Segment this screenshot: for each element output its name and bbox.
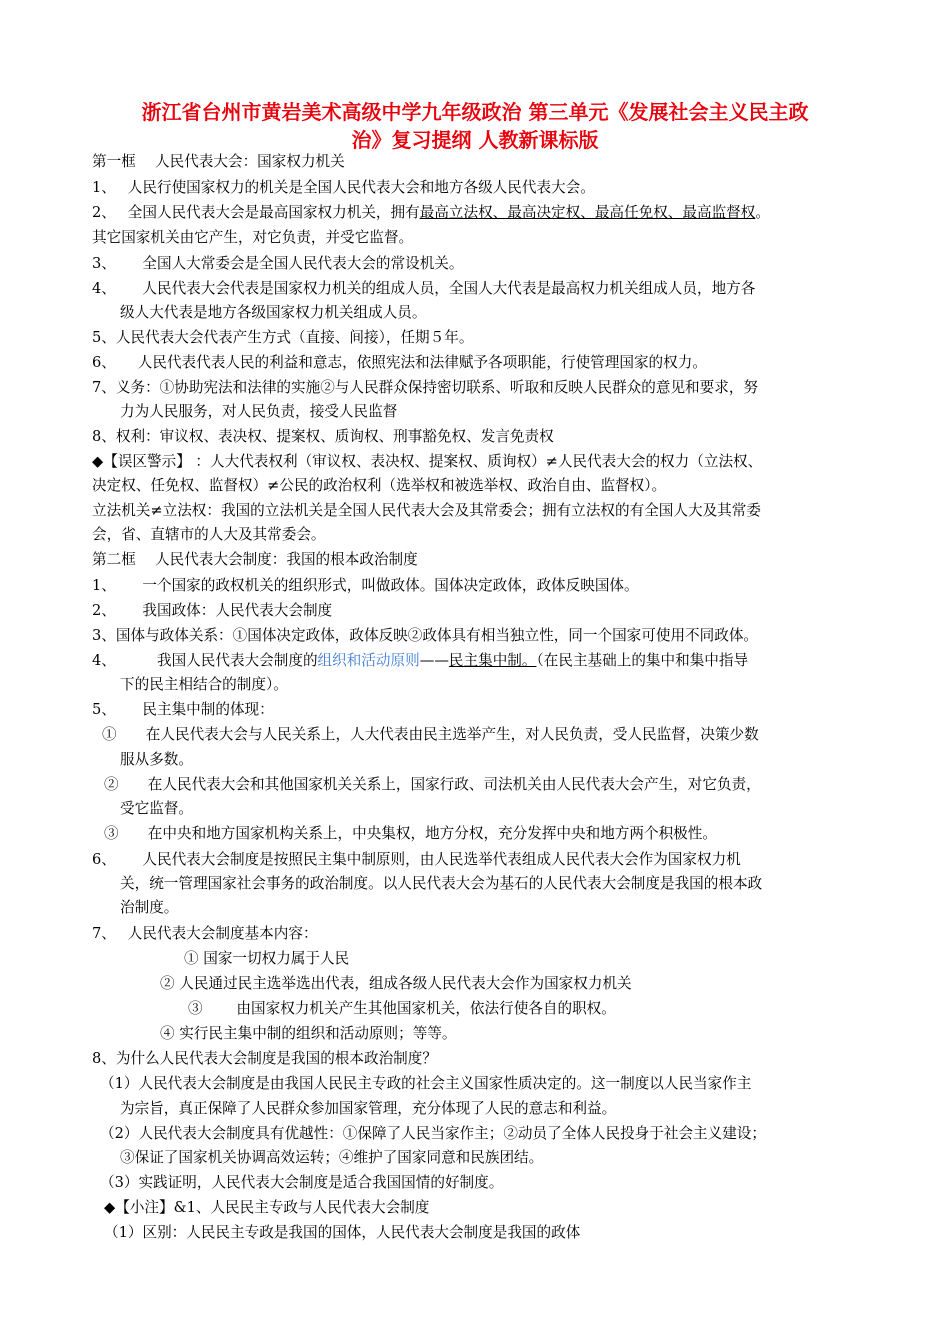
- s2-item-7-content-1: ① 国家一切权力属于人民: [184, 950, 350, 967]
- s2-item-1: 1、 一个国家的政权机关的组织形式，叫做政体。国体决定政体，政体反映国体。: [92, 577, 639, 594]
- s2-item-4-dash: ——: [419, 652, 449, 669]
- item-4: 4、 人民代表大会代表是国家权力机关的组成人员，全国人大代表是最高权力机关组成人员，地方各: [92, 280, 756, 297]
- s2-item-8-reason-2-continued: ③保证了国家机关协调高效运转；④维护了国家同意和民族团结。: [120, 1149, 544, 1166]
- item-3: 3、 全国人大常委会是全国人民代表大会的常设机关。: [92, 255, 464, 272]
- item-6: 6、 人民代表代表人民的利益和意志，依照宪法和法律赋予各项职能，行使管理国家的权力。: [92, 354, 707, 371]
- s2-item-8-reason-3: （3）实践证明，人民代表大会制度是适合我国国情的好制度。: [100, 1174, 504, 1191]
- section-heading-1: 第一框 人民代表大会：国家权力机关: [92, 153, 345, 170]
- small-note-heading: ◆【小注】&1、人民民主专政与人民代表大会制度: [104, 1199, 430, 1216]
- s2-item-8-reason-1-continued: 为宗旨，真正保障了人民群众参加国家管理，充分体现了人民的意志和利益。: [120, 1100, 617, 1117]
- s2-item-4-text: 4、 我国人民代表大会制度的: [92, 652, 318, 669]
- s2-item-8-reason-2: （2）人民代表大会制度具有优越性：①保障了人民当家作主；②动员了全体人民投身于社会主义建设；: [100, 1125, 767, 1142]
- item-2-text: 2、 全国人民代表大会是最高国家权力机关，拥有: [92, 204, 420, 221]
- small-note-difference: （1）区别：人民民主专政是我国的国体，人民代表大会制度是我国的政体: [104, 1224, 581, 1241]
- s2-item-3: 3、国体与政体关系：①国体决定政体，政体反映②政体具有相当独立性，同一个国家可使用不同政体。: [92, 627, 759, 644]
- s2-item-5-point-1: ① 在人民代表大会与人民关系上，人大代表由民主选举产生，对人民负责，受人民监督，决策少数: [102, 726, 759, 743]
- s2-item-2: 2、 我国政体：人民代表大会制度: [92, 602, 333, 619]
- item-7-continued: 力为人民服务，对人民负责，接受人民监督: [120, 403, 398, 420]
- s2-item-7: 7、 人民代表大会制度基本内容：: [92, 925, 318, 942]
- s2-item-4-democratic-centralism: 民主集中制。: [448, 652, 537, 669]
- s2-item-4-note: （在民主基础上的集中和集中指导: [536, 652, 749, 669]
- item-2-end: 。: [755, 204, 770, 221]
- s2-item-5-point-3: ③ 在中央和地方国家机构关系上，中央集权，地方分权，充分发挥中央和地方两个积极性。: [104, 825, 717, 842]
- item-7: 7、义务：①协助宪法和法律的实施②与人民群众保持密切联系、听取和反映人民群众的意见和要求，努: [92, 379, 759, 396]
- item-1: 1、 人民行使国家权力的机关是全国人民代表大会和地方各级人民代表大会。: [92, 179, 595, 196]
- s2-item-7-content-2: ② 人民通过民主选举选出代表，组成各级人民代表大会作为国家权力机关: [160, 975, 632, 992]
- legislature-note: 立法机关≠立法权：我国的立法机关是全国人民代表大会及其常委会；拥有立法权的有全国人大及其常委: [92, 502, 761, 519]
- s2-item-5: 5、 民主集中制的体现：: [92, 701, 274, 718]
- s2-item-5-point-2-continued: 受它监督。: [120, 800, 193, 817]
- s2-item-6: 6、 人民代表大会制度是按照民主集中制原则，由人民选举代表组成人民代表大会作为国家权力机: [92, 851, 741, 868]
- title-line-1: 浙江省台州市黄岩美术高级中学九年级政治 第三单元《发展社会主义民主政: [141, 100, 809, 124]
- s2-item-7-content-3: ③ 由国家权力机关产生其他国家机关，依法行使各自的职权。: [188, 1000, 616, 1017]
- s2-item-4: [92, 651, 748, 671]
- item-2-underlined-powers: 最高立法权、最高决定权、最高任免权、最高监督权: [419, 204, 756, 221]
- item-2-continued: 其它国家机关由它产生，对它负责，并受它监督。: [92, 229, 414, 246]
- s2-item-5-point-2: ② 在人民代表大会和其他国家机关关系上，国家行政、司法机关由人民代表大会产生，对它负责，: [104, 776, 761, 793]
- s2-item-5-point-1-continued: 服从多数。: [120, 751, 193, 768]
- item-8: 8、权利：审议权、表决权、提案权、质询权、刑事豁免权、发言免责权: [92, 428, 554, 445]
- misconception-warning: ◆【误区警示】 ：人大代表权利（审议权、表决权、提案权、质询权）≠人民代表大会的权力（立法权、: [92, 453, 763, 470]
- s2-item-6-continued-1: 关，统一管理国家社会事务的政治制度。以人民代表大会为基石的人民代表大会制度是我国的根本政: [120, 875, 763, 892]
- misconception-warning-continued: 决定权、任免权、监督权）≠公民的政治权利（选举权和被选举权、政治自由、监督权）。: [92, 477, 667, 494]
- s2-item-6-continued-2: 治制度。: [120, 899, 179, 916]
- s2-item-4-principle: 组织和活动原则: [317, 652, 420, 669]
- document-title: [60, 98, 890, 154]
- s2-item-7-content-4: ④ 实行民主集中制的组织和活动原则；等等。: [160, 1025, 457, 1042]
- s2-item-8: 8、为什么人民代表大会制度是我国的根本政治制度？: [92, 1050, 437, 1067]
- item-2: [92, 203, 770, 223]
- section-heading-2: 第二框 人民代表大会制度：我国的根本政治制度: [92, 551, 418, 568]
- legislature-note-continued: 会，省、直辖市的人大及其常委会。: [92, 526, 326, 543]
- item-5: 5、人民代表大会代表产生方式（直接、间接），任期５年。: [92, 329, 474, 346]
- s2-item-4-continued: 下的民主相结合的制度）。: [120, 676, 288, 693]
- item-4-continued: 级人大代表是地方各级国家权力机关组成人员。: [120, 304, 427, 321]
- title-line-2: 治》复习提纲 人教新课标版: [351, 128, 599, 152]
- s2-item-8-reason-1: （1）人民代表大会制度是由我国人民民主专政的社会主义国家性质决定的。这一制度以人民当家作主: [100, 1075, 752, 1092]
